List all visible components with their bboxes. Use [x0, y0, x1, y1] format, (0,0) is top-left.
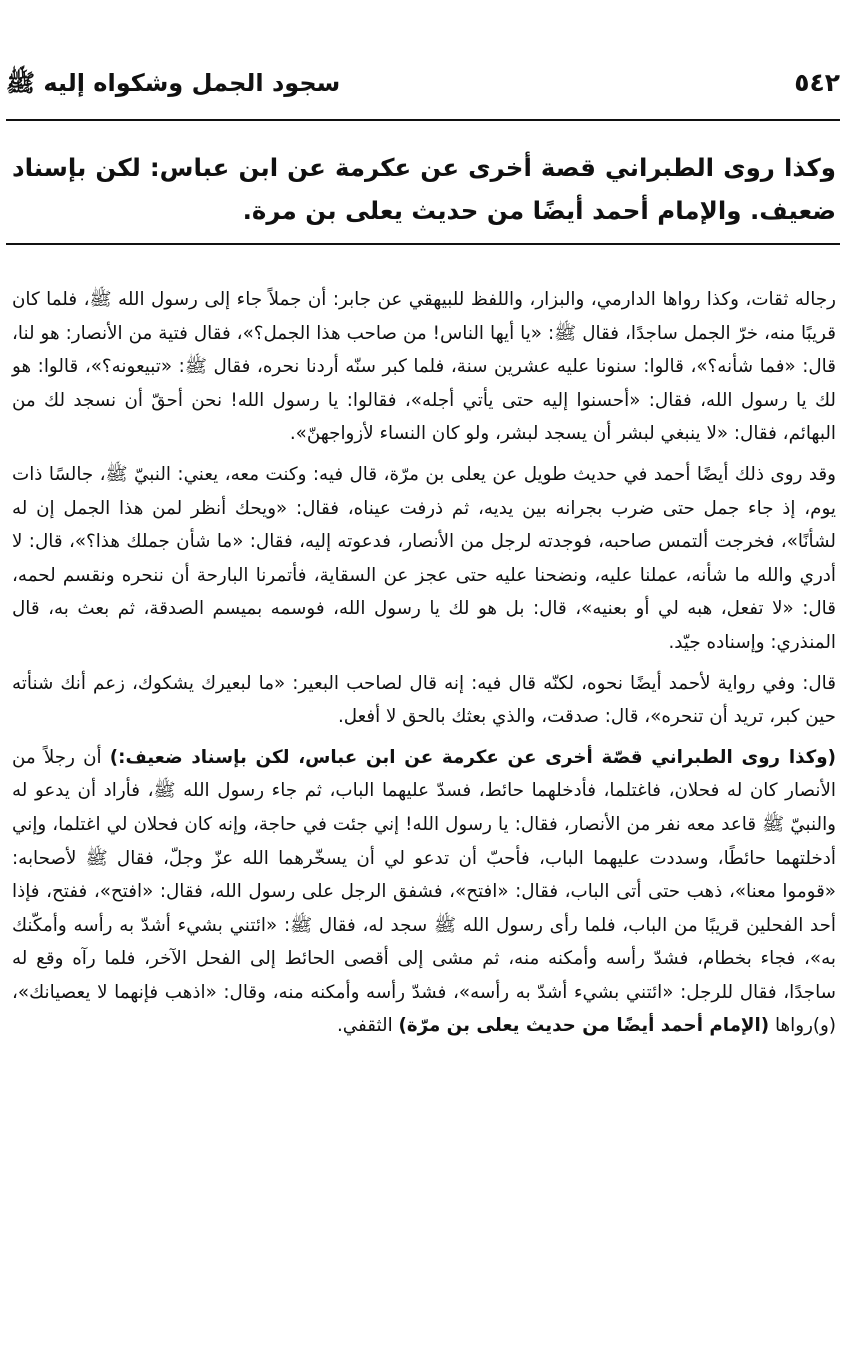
quoted-matn-lead: (وكذا روى الطبراني قصّة أخرى عن عكرمة عن ابن عباس، لكن بإسناد ضعيف:)	[109, 746, 836, 768]
commentary-paragraph-4-end: الثقفي.	[336, 1015, 399, 1037]
header-rule	[6, 119, 840, 121]
commentary	[12, 283, 836, 1043]
matn-separator-rule	[6, 243, 840, 245]
page-number: ٥٤٢	[794, 68, 840, 97]
commentary-paragraph-4	[12, 741, 836, 1043]
commentary-paragraph-1: رجاله ثقات، وكذا رواها الدارمي، والبزار، واللفظ للبيهقي عن جابر: أن جملاً جاء إلى رسول الله ﷺ، فلما كان قريبًا منه، خرّ الجمل ساجدًا، فقال ﷺ: «يا أيها الناس! من صاحب هذا الجمل؟»، فقال فتية من الأنصار: هو لنا، قال: «فما شأنه؟»، قالوا: سنونا عليه عشرين سنة، فلما كبر سنّه أردنا نحره، فقال ﷺ: «تبيعونه؟»، قالوا: هو لك يا رسول الله، فقال: «أحسنوا إليه حتى يأتي أجله»، فقالوا: يا رسول الله! نحن أحقّ أن نسجد لك من البهائم، فقال: «لا ينبغي لبشر أن يسجد لبشر، ولو كان النساء لأزواجهنّ».	[12, 289, 836, 445]
page-header	[6, 64, 840, 104]
commentary-paragraph-3: قال: وفي رواية لأحمد أيضًا نحوه، لكنّه قال فيه: إنه قال لصاحب البعير: «ما لبعيرك يشكوك، زعم أنك شنأته حين كبر، تريد أن تنحره»، قال: صدقت، والذي بعثك بالحق لا أفعل.	[12, 672, 836, 728]
matn-text: وكذا روى الطبراني قصة أخرى عن عكرمة عن ابن عباس: لكن بإسناد ضعيف. والإمام أحمد أيضًا من حديث يعلى بن مرة.	[12, 153, 836, 225]
quoted-matn-tail: (الإمام أحمد أيضًا من حديث يعلى بن مرّة)	[398, 1015, 770, 1037]
commentary-paragraph-2: وقد روى ذلك أيضًا أحمد في حديث طويل عن يعلى بن مرّة، قال فيه: وكنت معه، يعني: النبيّ ﷺ، جالسًا ذات يوم، إذ جاء جمل حتى ضرب بجرانه بين يديه، ثم ذرفت عيناه، فقال: «ويحك أنظر لمن هذا الجمل إن له لشأنًا»، فخرجت ألتمس صاحبه، فوجدته لرجل من الأنصار، فدعوته إليه، فقال: «ما شأن جملك هذا؟»، قال: لا أدري والله ما شأنه، عملنا عليه، ونضحنا عليه حتى عجز عن السقاية، فأتمرنا البارحة أن ننحره ونقسم لحمه، قال: «لا تفعل، هبه لي أو بعنيه»، قال: بل هو لك يا رسول الله، فوسمه بميسم الصدقة، ثم بعث به، قال المنذري: وإسناده جيّد.	[12, 463, 836, 653]
running-title: سجود الجمل وشكواه إليه ﷺ	[6, 69, 341, 97]
commentary-paragraph-4-body: أن رجلاً من الأنصار كان له فحلان، فاغتلما، فأدخلهما حائط، فسدّ عليهما الباب، ثم جاء رسول الله ﷺ، فأراد أن يدعو له والنبيّ ﷺ قاعد معه نفر من الأنصار، فقال: يا رسول الله! إني جئت في حاجة، وإنه كان فحلان لي اغتلما، وإني أدخلتهما حائطًا، وسددت عليهما الباب، فأحبّ أن تدعو لي أن يسخّرهما الله عزّ وجلّ، فقال ﷺ لأصحابه: «قوموا معنا»، ذهب حتى أتى الباب، فقال: «افتح»، فشفق الرجل على رسول الله، فقال: «افتح»، ففتح، فإذا أحد الفحلين قريبًا من الباب، فلما رأى رسول الله ﷺ سجد له، فقال ﷺ: «ائتني بشيء أشدّ به رأسه وأمكّنك به»، فجاء بخطام، فشدّ رأسه وأمكنه منه، ثم مشى إلى أقصى الحائط إلى الفحل الآخر، فلما رآه وقع له ساجدًا، فقال للرجل: «ائتني بشيء أشدّ به رأسه»، فشدّ رأسه وأمكنه منه، وقال: «اذهب فإنهما لا يعصيانك»، (و)رواها	[12, 746, 836, 1037]
